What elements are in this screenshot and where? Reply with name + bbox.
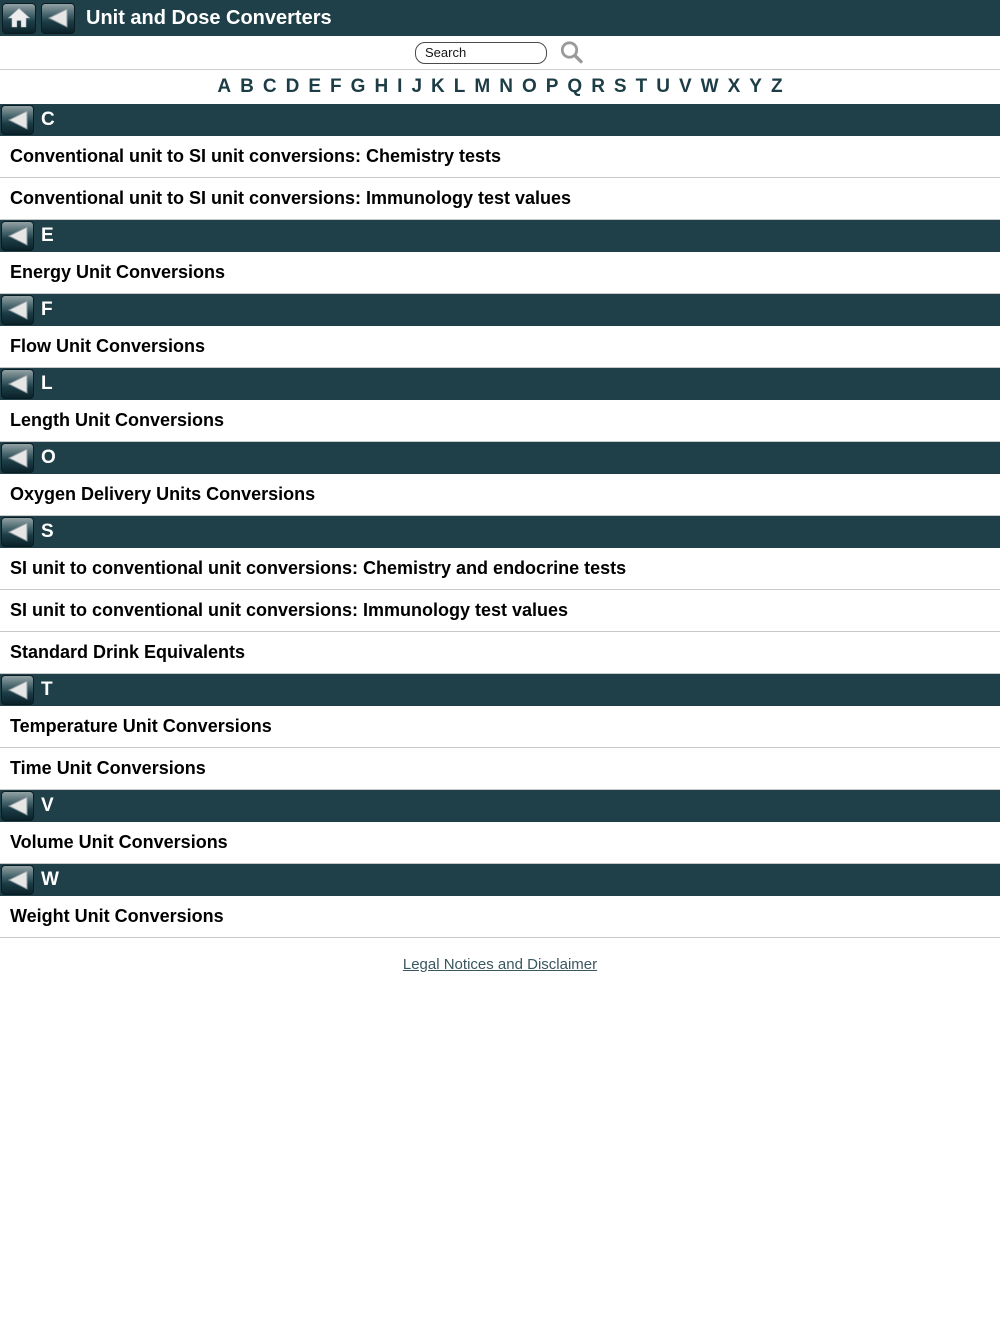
list-item[interactable]	[0, 474, 1000, 516]
footer	[0, 938, 1000, 974]
list-item-label: Temperature Unit Conversions	[10, 716, 272, 736]
list-item-label: Oxygen Delivery Units Conversions	[10, 484, 316, 504]
alphabet-letter-r[interactable]: R	[591, 76, 605, 97]
section-letter: L	[41, 373, 53, 394]
alphabet-letter-t[interactable]: T	[635, 76, 648, 97]
list-item[interactable]	[0, 178, 1000, 220]
section-header-w[interactable]	[0, 864, 1000, 896]
section-letter: T	[41, 679, 53, 700]
list-item-label: Standard Drink Equivalents	[10, 642, 246, 662]
alphabet-letter-f[interactable]: F	[330, 76, 342, 97]
section-letter: V	[41, 795, 54, 816]
list-item[interactable]	[0, 548, 1000, 590]
list-item-label: Volume Unit Conversions	[10, 832, 228, 852]
alphabet-letter-k[interactable]: K	[431, 76, 445, 97]
list-item[interactable]	[0, 252, 1000, 294]
collapse-triangle-icon	[6, 225, 30, 247]
alphabet-letter-a[interactable]: A	[217, 76, 232, 97]
alphabet-letter-v[interactable]: V	[678, 76, 692, 97]
alphabet-letter-w[interactable]: W	[700, 76, 719, 97]
section-letter: W	[41, 869, 59, 890]
section-header-s[interactable]	[0, 516, 1000, 548]
home-button[interactable]	[2, 3, 36, 34]
list-item-label: Flow Unit Conversions	[10, 336, 206, 356]
section-header-v[interactable]	[0, 790, 1000, 822]
collapse-button[interactable]	[1, 221, 34, 251]
list-item-label: Energy Unit Conversions	[10, 262, 226, 282]
back-icon	[46, 7, 70, 29]
collapse-triangle-icon	[6, 299, 30, 321]
alphabet-letter-l[interactable]: L	[453, 76, 466, 97]
home-icon	[7, 6, 31, 30]
magnifier-icon[interactable]	[558, 39, 585, 66]
alphabet-letter-s[interactable]: S	[613, 76, 627, 97]
alphabet-letter-g[interactable]: G	[350, 76, 366, 97]
collapse-triangle-icon	[6, 373, 30, 395]
alphabet-letter-p[interactable]: P	[545, 76, 559, 97]
search-bar	[0, 36, 1000, 70]
alphabet-letter-z[interactable]: Z	[770, 76, 783, 97]
alphabet-letter-c[interactable]: C	[262, 76, 277, 97]
section-header-l[interactable]	[0, 368, 1000, 400]
alphabet-letter-q[interactable]: Q	[567, 76, 583, 97]
collapse-button[interactable]	[1, 865, 34, 895]
alphabet-index	[0, 70, 1000, 104]
alphabet-letter-b[interactable]: B	[240, 76, 254, 97]
section-letter: S	[41, 521, 54, 542]
alphabet-letter-o[interactable]: O	[521, 76, 537, 97]
alphabet-letter-i[interactable]: I	[397, 76, 403, 97]
collapse-button[interactable]	[1, 295, 34, 325]
section-letter: C	[41, 109, 55, 130]
alphabet-letter-h[interactable]: H	[374, 76, 389, 97]
list-item[interactable]	[0, 136, 1000, 178]
list-item-label: SI unit to conventional unit conversions: Immunology test values	[10, 600, 569, 620]
list-item[interactable]	[0, 822, 1000, 864]
collapse-triangle-icon	[6, 447, 30, 469]
section-header-t[interactable]	[0, 674, 1000, 706]
collapse-button[interactable]	[1, 443, 34, 473]
list-item[interactable]	[0, 896, 1000, 938]
alphabet-letter-y[interactable]: Y	[749, 76, 762, 97]
section-header-e[interactable]	[0, 220, 1000, 252]
alphabet-letter-m[interactable]: M	[474, 76, 491, 97]
list-item-label: Conventional unit to SI unit conversions: Immunology test values	[10, 188, 572, 208]
list-item[interactable]	[0, 400, 1000, 442]
list-item[interactable]	[0, 326, 1000, 368]
list-item[interactable]	[0, 706, 1000, 748]
list-item[interactable]	[0, 590, 1000, 632]
list-item-label: Time Unit Conversions	[10, 758, 206, 778]
back-button[interactable]	[41, 3, 75, 34]
list-item-label: Weight Unit Conversions	[10, 906, 224, 926]
collapse-button[interactable]	[1, 675, 34, 705]
list-item-label: Conventional unit to SI unit conversions: Chemistry tests	[10, 146, 502, 166]
section-header-c[interactable]	[0, 104, 1000, 136]
app-header	[0, 0, 1000, 36]
alphabet-letter-d[interactable]: D	[285, 76, 300, 97]
list-item-label: SI unit to conventional unit conversions: Chemistry and endocrine tests	[10, 558, 627, 578]
legal-notices-link[interactable]: Legal Notices and Disclaimer	[402, 956, 598, 973]
collapse-triangle-icon	[6, 795, 30, 817]
section-header-o[interactable]	[0, 442, 1000, 474]
section-header-f[interactable]	[0, 294, 1000, 326]
alphabet-letter-x[interactable]: X	[727, 76, 741, 97]
section-letter: O	[41, 447, 56, 468]
alphabet-letter-j[interactable]: J	[411, 76, 423, 97]
page-title: Unit and Dose Converters	[86, 6, 332, 29]
alphabet-letter-e[interactable]: E	[308, 76, 322, 97]
list-item-label: Length Unit Conversions	[10, 410, 225, 430]
converter-list	[0, 104, 1000, 938]
collapse-triangle-icon	[6, 869, 30, 891]
alphabet-letter-n[interactable]: N	[499, 76, 513, 97]
list-item[interactable]	[0, 632, 1000, 674]
alphabet-letter-u[interactable]: U	[656, 76, 670, 97]
collapse-button[interactable]	[1, 517, 34, 547]
collapse-triangle-icon	[6, 679, 30, 701]
section-letter: E	[41, 225, 54, 246]
collapse-button[interactable]	[1, 105, 34, 135]
collapse-button[interactable]	[1, 369, 34, 399]
collapse-button[interactable]	[1, 791, 34, 821]
collapse-triangle-icon	[6, 109, 30, 131]
section-letter: F	[41, 299, 53, 320]
list-item[interactable]	[0, 748, 1000, 790]
search-input[interactable]	[415, 42, 547, 64]
collapse-triangle-icon	[6, 521, 30, 543]
